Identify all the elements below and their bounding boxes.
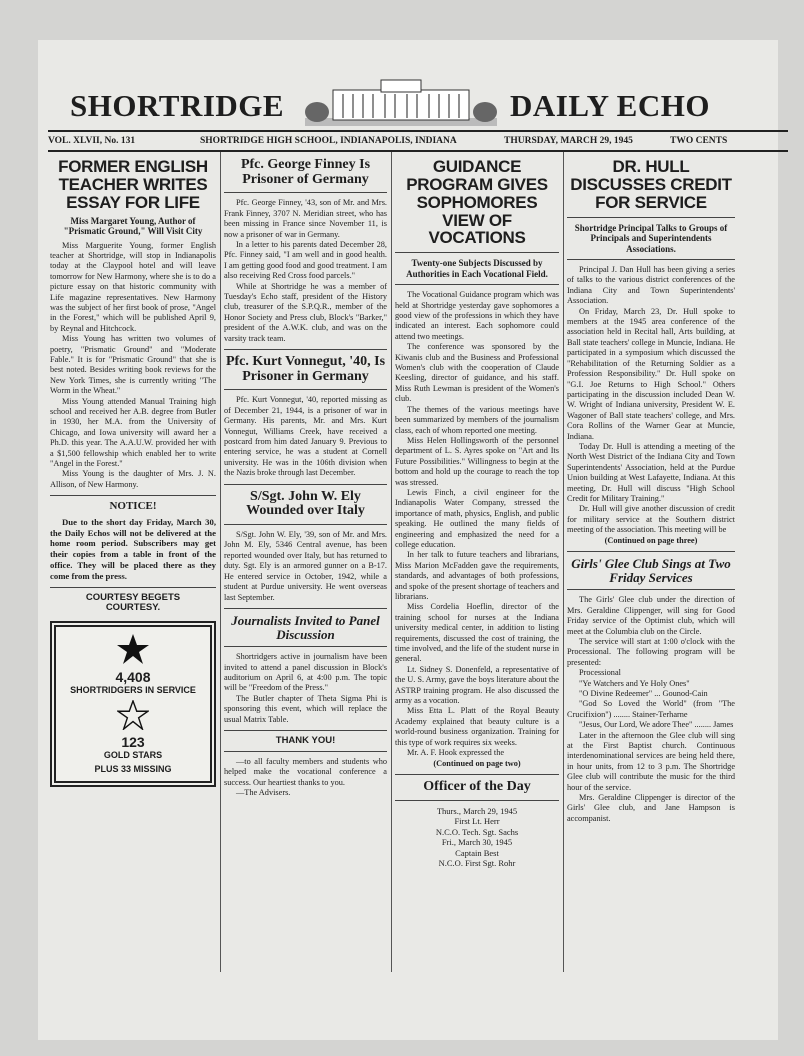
article-paragraph: Later in the afternoon the Glee club will sing at the First Baptist church. Continuous interdenominational services are being held there, in hour units, from 12 to 3 p.m. The Shortridge Glee club will contribute the music for the third hour of the service. (567, 730, 735, 792)
program-item: "God So Loved the World" (from "The Crucifixion") ........ Stainer-Terharne (567, 699, 735, 719)
school-building-illustration (303, 74, 499, 130)
article-headline: S/Sgt. John W. Ely Wounded over Italy (246, 488, 365, 519)
article-paragraph: Miss Helen Hollingsworth of the personnel department of L. S. Ayres spoke on "Art and Its Future Possibilities." Willingness to begin at the bottom and hold up the courage to reach the top was stressed. (395, 435, 559, 487)
article-paragraph: Miss Young attended Manual Training high school and received her A.B. degree from Butler in 1930, her M.A. from the University of Chicago, and Iowa university will award her a Ph.D. this year. The A.A.U.W. provided her with a $1,500 fellowship which enabled her to write "Angel in the Forest." (50, 396, 216, 469)
article-paragraph: In a letter to his parents dated December 28, Pfc. Finney said, "I am well and in good health. I am getting good food and good treatment. I am also receiving Red Cross food parcels." (224, 240, 387, 281)
section-separator (567, 259, 735, 260)
article-paragraph: The themes of the various meetings have been summarized by members of the journalism class, each of whom reported one meeting. (395, 404, 559, 435)
gold-star-count: 123 (121, 733, 145, 750)
section-separator (224, 730, 387, 731)
article-headline: GUIDANCE PROGRAM GIVES SOPHOMORES VIEW OF VOCATIONS (406, 158, 548, 248)
article-paragraph: On Friday, March 23, Dr. Hull spoke to members at the 1945 area conference of the association held in Recital hall, Arts building, at Ball state teachers' college in Muncie, Indiana. He participated in a symposium which discussed the "Rehabilitation of the Returning Soldier as a Profession Responsibility." Dr. Hull spoke on "G.I. Joe Returns to High School." Others participating in the discussion included Dean W. W. Wright of Indiana university, President W. E. Wagoner of Ball state teachers' college, and Mrs. Cora Rollins of the Warner Gear at Muncie, Indiana. (567, 306, 735, 441)
service-label: SHORTRIDGERS IN SERVICE (70, 684, 196, 695)
courtesy-slogan: COURTESY BEGETS COURTESY. (85, 591, 181, 613)
article-paragraph: In her talk to future teachers and librarians, Miss Marion McFadden gave the requirements, standards, and advantages of both professions, and spoke of the present shortage of teachers and librarians. (395, 550, 559, 601)
service-count: 4,408 (115, 668, 151, 685)
article-paragraph: The Vocational Guidance program which was held at Shortridge yesterday gave sophomores a good view of the professions in which they have indicated an interest. Each sophomore could attend two meetings. (395, 290, 559, 341)
column-divider (391, 152, 392, 972)
section-separator (395, 800, 559, 801)
article-paragraph: Miss Young has written two volumes of poetry, "Prismatic Ground" and "Moderate Fable." It is for "Prismatic Ground" that she is best noted. Besides writing book reviews for the New York Times, she is currently writing "The Worm in the Wheat." (50, 334, 216, 396)
program-item: "O Divine Redeemer" ... Gounod-Cain (579, 688, 708, 698)
article-paragraph: Mr. A. F. Hook expressed the (407, 748, 505, 758)
article-paragraph: Miss Marguerite Young, former English teacher at Shortridge, will stop in Indianapolis today at the Claypool hotel and will leave tomorrow for New Harmony, where she is to do a picture essay on that historic community with Life magazine representatives. New Harmony was the subject of her first book of prose, "Angel in the Forest," which will be published April 9, by Reynal and Hitchcock. (50, 240, 216, 333)
article-headline: Girls' Glee Club Sings at Two Friday Services (571, 556, 731, 585)
article-paragraph: Lt. Sidney S. Donenfeld, a representative of the U. S. Army, gave the boys literature about the ASTRP training program. He also discussed the army as a vocation. (395, 664, 559, 706)
article-paragraph: Dr. Hull will give another discussion of credit for military service at the Southern district meeting of the association. This meeting will be (567, 504, 735, 535)
article-paragraph: The conference was sponsored by the Kiwanis club and the Business and Professional Women's club with the cooperation of Claude Keesling, director of guidance, and his staff. Miss Ruth Lewman is president of the Women's club. (395, 342, 559, 404)
article-paragraph: Pfc. George Finney, '43, son of Mr. and Mrs. Frank Finney, 3707 N. Meridian street, who has been missing in France since November 11, is now a prisoner of war in Germany. (224, 198, 387, 239)
article-headline: Pfc. Kurt Vonnegut, '40, Is Prisoner in Germany (225, 354, 386, 384)
section-separator (567, 217, 735, 218)
volume-number: VOL. XLVII, No. 131 (48, 136, 136, 146)
section-separator (224, 389, 387, 390)
officer-line: First Lt. Herr (454, 816, 500, 827)
column-1 (50, 158, 216, 978)
thanks-title: THANK YOU! (275, 735, 336, 747)
section-separator (395, 774, 559, 775)
missing-count: PLUS 33 MISSING (94, 763, 172, 774)
article-subhead: Miss Margaret Young, Author of "Prismatic Ground," Will Visit City (63, 215, 203, 237)
article-paragraph: Miss Young is the daughter of Mrs. J. N. Allison, of New Harmony. (50, 469, 216, 489)
article-paragraph: Principal J. Dan Hull has been giving a series of talks to the various district conferences of the Indiana City and Town Superintendents' Association. (567, 265, 735, 306)
gold-star-label: GOLD STARS (103, 749, 163, 760)
officer-line: N.C.O. First Sgt. Rohr (438, 858, 516, 869)
article-headline: FORMER ENGLISH TEACHER WRITES ESSAY FOR LIFE (58, 158, 208, 212)
section-separator (224, 751, 387, 752)
article-paragraph: Pfc. Kurt Vonnegut, '40, reported missing as of December 21, 1944, is a prisoner of war in Germany. His parents, Mr. and Mrs. Kurt Vonnegut, Williams Creek, have received a postcard from him dated January 9. Previous to entering service, he was a student at Cornell university. He was in the 106th division when the Nazis broke through last December. (224, 395, 387, 478)
continued-note: (Continued on page two) (433, 758, 521, 768)
section-separator (224, 349, 387, 350)
masthead-rule-bottom (48, 150, 788, 152)
article-headline: Journalists Invited to Panel Discussion (231, 612, 380, 642)
article-paragraph: The Girls' Glee club under the direction of Mrs. Geraldine Clippenger, will sing for Good Friday service of the Optimist club, which will meet at the Columbia club on the Circle. (567, 595, 735, 636)
officer-line: Thurs., March 29, 1945 (436, 805, 518, 816)
solid-star-icon (116, 633, 150, 665)
article-paragraph: S/Sgt. John W. Ely, '39, son of Mr. and Mrs. John M. Ely, 5346 Central avenue, has been reported wounded over Italy, but has returned to duty. Sgt. Ely is an armored gunner on a B-17. He entered service in October, 1942, while a student at Purdue university. He went overseas last September. (224, 530, 387, 602)
section-separator (567, 589, 735, 590)
section-separator (224, 484, 387, 485)
issue-price: TWO CENTS (670, 136, 728, 146)
issue-date: THURSDAY, MARCH 29, 1945 (504, 136, 633, 146)
section-separator (395, 284, 559, 285)
column-2 (224, 158, 387, 978)
masthead-title-right: DAILY ECHO (510, 88, 710, 123)
outline-star-icon (117, 700, 149, 730)
program-item: "Ye Watchers and Ye Holy Ones" (579, 678, 690, 688)
thanks-signature: —The Advisers. (236, 788, 291, 798)
section-separator (224, 192, 387, 193)
article-headline: Pfc. George Finney Is Prisoner of Germany (240, 158, 371, 187)
school-name: SHORTRIDGE HIGH SCHOOL, INDIANAPOLIS, INDIANA (200, 136, 457, 146)
article-paragraph: Today Dr. Hull is attending a meeting of the North West District of the Indiana City and Town Superintendents' Association, held at the Purdue Union building at West Lafayette, Indiana. At this meeting, Dr. Hull will discuss "High School Credit for Military Training." (567, 441, 735, 503)
section-separator (395, 252, 559, 253)
section-separator (567, 551, 735, 552)
article-paragraph: The service will start at 1:00 o'clock with the Processional. The following program will be presented: (567, 636, 735, 667)
thanks-text: —to all faculty members and students who helped make the vocational conference a success. Our heartiest thanks to you. (224, 757, 387, 787)
service-flag (50, 621, 216, 787)
column-3 (395, 158, 559, 978)
officer-title: Officer of the Day (423, 778, 531, 794)
notice-title: NOTICE! (109, 500, 157, 513)
officer-line: N.C.O. Tech. Sgt. Sachs (435, 826, 519, 837)
section-separator (224, 608, 387, 609)
article-paragraph: While at Shortridge he was a member of Tuesday's Echo staff, president of the History club, treasurer of the S.P.Q.R., member of the Honor Society and Press club, Block's "Barker," president of the A.W.K. club, and was on the varsity track team. (224, 281, 387, 343)
continued-note: (Continued on page three) (604, 535, 698, 545)
section-separator (50, 495, 216, 496)
column-divider (563, 152, 564, 972)
officer-line: Captain Best (455, 847, 499, 858)
article-headline: DR. HULL DISCUSSES CREDIT FOR SERVICE (570, 158, 732, 212)
article-subhead: Twenty-one Subjects Discussed by Authorities in Each Vocational Field. (406, 258, 548, 279)
section-separator (224, 646, 387, 647)
notice-text: Due to the short day Friday, March 30, the Daily Echos will not be delivered at the home room period. Subscribers may get their copies from a table in front of the office. They will be placed there as they come from the press. (50, 516, 216, 581)
article-paragraph: Miss Etta L. Platt of the Royal Beauty Academy explained that beauty culture is a world-round business organization. Training for this type of work requires six weeks. (395, 706, 559, 747)
program-item: Processional (579, 668, 621, 678)
article-paragraph: The Butler chapter of Theta Sigma Phi is sponsoring this event, which will replace the usual Matrix Table. (224, 693, 387, 724)
section-separator (224, 524, 387, 525)
program-item: "Jesus, Our Lord, We adore Thee" ........ James (579, 720, 734, 730)
article-paragraph: Shortridgers active in journalism have been invited to attend a panel discussion in Block's auditorium on April 6, at 4:00 p.m. The topic will be "Freedom of the Press." (224, 652, 387, 693)
article-paragraph: Miss Cordelia Hoeflin, director of the training school for nurses at the Indiana university medical center, in addition to listing requirements, discussed the cost of training, the time involved, and the life of the student nurse in general. (395, 602, 559, 664)
article-paragraph: Mrs. Geraldine Clippenger is director of the Girls' Glee club, and Jane Hampson is accompanist. (567, 793, 735, 823)
column-4 (567, 158, 735, 978)
masthead-rule-top (48, 130, 788, 132)
officer-line: Fri., March 30, 1945 (441, 837, 513, 848)
article-paragraph: Lewis Finch, a civil engineer for the Indianapolis Water Company, stressed the importance of math, physics, English, and public speaking. He outlined the many fields of engineering and emphasized the need for a college education. (395, 487, 559, 549)
masthead-title-left: SHORTRIDGE (70, 88, 285, 123)
article-subhead: Shortridge Principal Talks to Groups of Principals and Superintendents Associations. (574, 222, 728, 254)
section-separator (50, 587, 216, 588)
column-divider (220, 152, 221, 972)
